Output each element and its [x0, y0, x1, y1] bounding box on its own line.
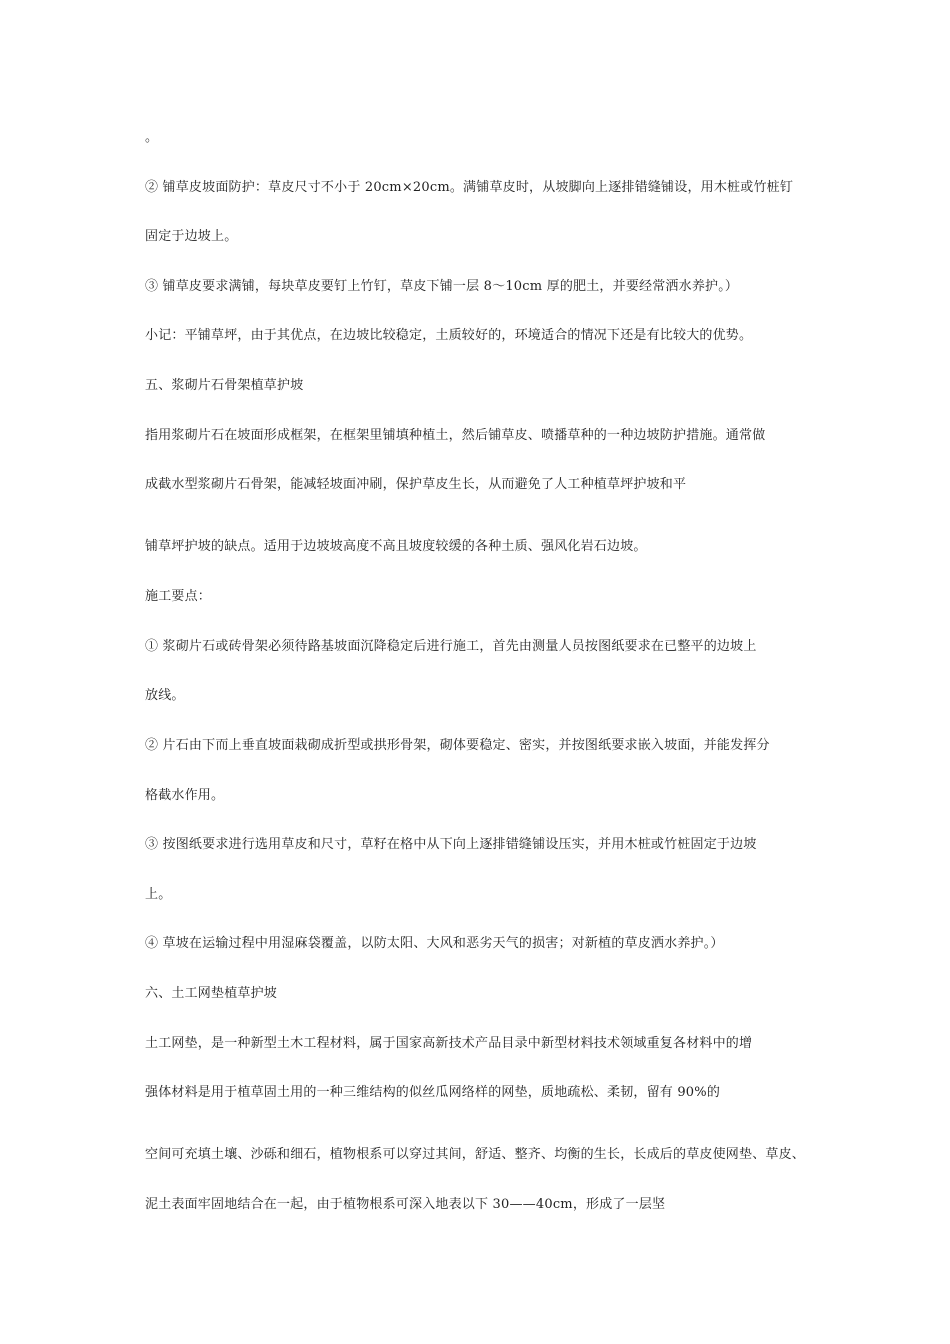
text-line-sod-protection: ② 铺草皮坡面防护：草皮尺寸不小于 20cm×20cm。满铺草皮时，从坡脚向上逐排错缝铺设，用木桩或竹桩钉 [145, 180, 794, 195]
text-line-geomat-end: 泥土表面牢固地结合在一起，由于植物根系可深入地表以下 30——40cm，形成了一层坚 [145, 1197, 666, 1212]
text-line-period: 。 [145, 130, 159, 145]
text-line-point-3: ③ 按图纸要求进行选用草皮和尺寸，草籽在格中从下向上逐排错缝铺设压实，并用木桩或竹桩固定于边坡 [145, 837, 757, 852]
text-line-construction-points: 施工要点： [145, 589, 212, 604]
text-line-point-1-end: 放线。 [145, 688, 185, 703]
text-line-point-2-end: 格截水作用。 [145, 788, 225, 803]
text-line-full-sod: ③ 铺草皮要求满铺，每块草皮要钉上竹钉，草皮下铺一层 8～10cm 厚的肥土，并要经常洒水养护。） [145, 279, 739, 294]
section-heading-5: 五、浆砌片石骨架植草护坡 [145, 378, 304, 393]
text-line-fixed-on-slope: 固定于边坡上。 [145, 229, 238, 244]
text-line-point-1: ① 浆砌片石或砖骨架必须待路基坡面沉降稳定后进行施工，首先由测量人员按图纸要求在已整平的边坡上 [145, 639, 757, 654]
text-line-geomat-space: 空间可充填土壤、沙砾和细石，植物根系可以穿过其间，舒适、整齐、均衡的生长，长成后的草皮使网垫、草皮、 [145, 1147, 806, 1162]
text-line-note: 小记：平铺草坪，由于其优点，在边坡比较稳定，土质较好的，环境适合的情况下还是有比较大的优势。 [145, 328, 753, 343]
text-line-geomat-def: 土工网垫，是一种新型土木工程材料，属于国家高新技术产品目录中新型材料技术领域重复各材料中的增 [145, 1036, 753, 1051]
text-line-stone-frame-end: 铺草坪护坡的缺点。适用于边坡坡高度不高且坡度较缓的各种土质、强风化岩石边坡。 [145, 539, 647, 554]
text-line-point-2: ② 片石由下而上垂直坡面栽砌成折型或拱形骨架，砌体要稳定、密实，并按图纸要求嵌入坡面，并能发挥分 [145, 738, 770, 753]
text-line-geomat-cont: 强体材料是用于植草固土用的一种三维结构的似丝瓜网络样的网垫，质地疏松、柔韧，留有 90%的 [145, 1085, 721, 1100]
text-line-point-3-end: 上。 [145, 887, 172, 902]
text-line-stone-frame-cont: 成截水型浆砌片石骨架，能减轻坡面冲刷，保护草皮生长，从而避免了人工种植草坪护坡和平 [145, 477, 687, 492]
text-line-stone-frame-def: 指用浆砌片石在坡面形成框架，在框架里铺填种植土，然后铺草皮、喷播草种的一种边坡防护措施。通常做 [145, 428, 766, 443]
text-line-point-4: ④ 草坡在运输过程中用湿麻袋覆盖，以防太阳、大风和恶劣天气的损害；对新植的草皮洒水养护。） [145, 936, 724, 951]
section-heading-6: 六、土工网垫植草护坡 [145, 986, 278, 1001]
